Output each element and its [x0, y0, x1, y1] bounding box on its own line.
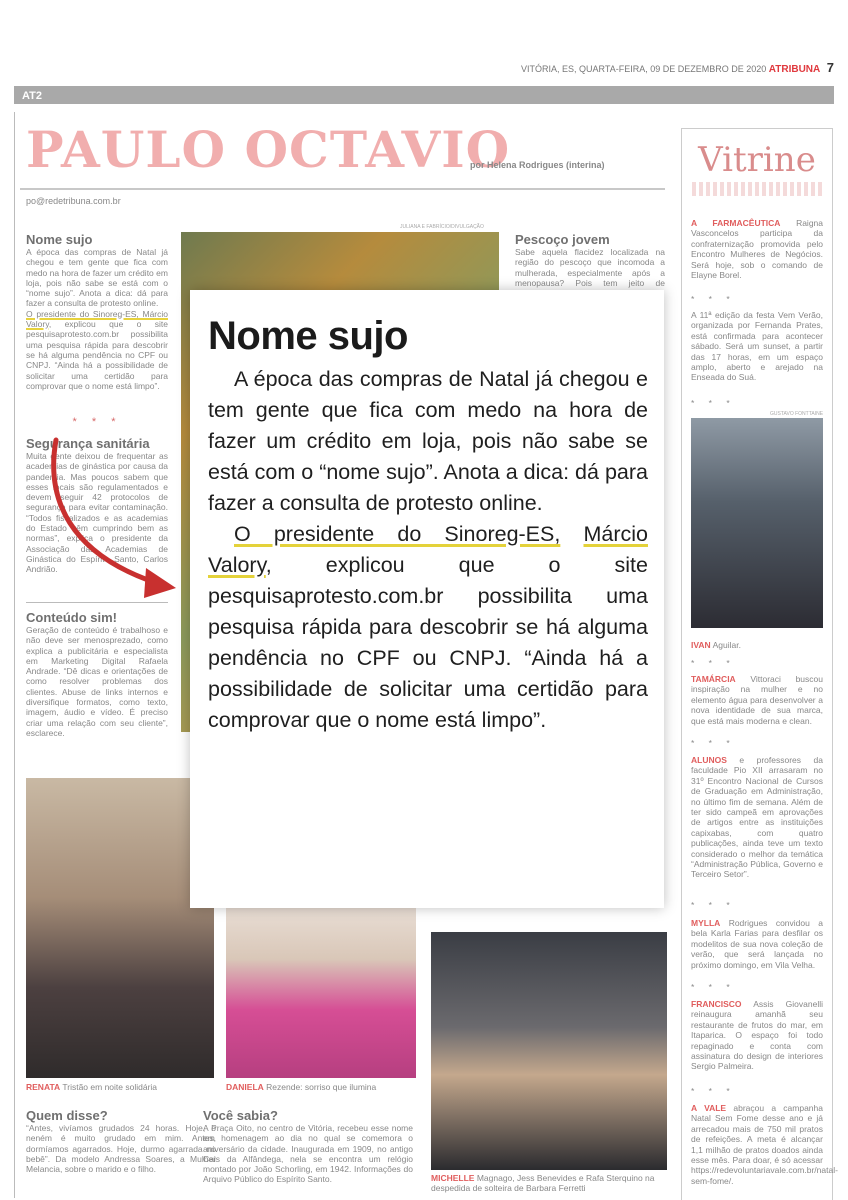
article-voce-sabia [203, 1108, 413, 1185]
article-heading: Conteúdo sim! [26, 610, 117, 625]
vitrine-item-text: e professores da faculdade Pio XII arrasaram no 31º Encontro Nacional de Cursos de Graduação em Administração, no último fim de semana. Além de ter sido campeã em aprovações de artigos entre as instituições capixabas, com quatro publicações, ainda teve um texto considerado o melhor da temática “Administração Pública, Governo e Terceiro Setor”. [691, 755, 823, 880]
article-text: A Praça Oito, no centro de Vitória, recebeu esse nome em homenagem ao dia no qual se comemora o aniversário da cidade. Inaugurada em 1909, no antigo Cais da Alfândega, nela se encontra um relógio montado por João Schorling, em 1942. Informações do Arquivo Público do Espírito Santo. [203, 1123, 413, 1185]
photo-credit: GUSTAVO FONTTAINE [770, 411, 824, 417]
vitrine-item [691, 1103, 838, 1186]
vitrine-item [691, 918, 823, 970]
vitrine-item-text: abraçou a campanha Natal Sem Fome desse ano e já arrecadou mais de 750 mil pratos de refeições. A meta é alcançar 1,1 milhão de pratos doados ainda esse mês. Para doar, é só acessar https://redevoluntariavale.com.br/natal-sem-fome/. [691, 1103, 838, 1186]
section-separator: * * * [72, 416, 122, 428]
photo-daniela [226, 908, 416, 1078]
section-bar [14, 86, 834, 104]
caption-renata [26, 1082, 157, 1092]
vitrine-item-text: A 11ª edição da festa Vem Verão, organizada por Fernanda Prates, está confirmada para acontecer sábado. Será um sunset, a partir das 17 horas, em um espaço amplo, aberto e arejado na Enseada do Suá. [691, 310, 823, 383]
article-paragraph: A época das compras de Natal já chegou e tem gente que fica com medo na hora de fazer um crédito em loja, pois não sabe se está com o “nome sujo”. Anota a dica: dá para fazer a consulta de protesto online. [26, 247, 168, 309]
article-text [26, 247, 168, 391]
article-heading: Quem disse? [26, 1108, 108, 1123]
section-separator: * * * [691, 658, 736, 668]
photo-michelle [431, 932, 667, 1170]
excerpt-text: , explicou que o site pesquisaprotesto.com.br possibilita uma pesquisa rápida para descobrir se há alguma pendência no CPF ou CNPJ. “Ainda há a possibilidade de solicitar uma certidão para comprovar que o nome está limpo”. [208, 553, 648, 732]
highlighted-text: Márcio Valory [208, 522, 648, 577]
vitrine-item-text: Assis Giovanelli reinaugura amanhã seu restaurante de frutos do mar, em Itaparica. O espaço foi todo repaginado e conta com assinatura do design de interiores Sergio Palmeira. [691, 999, 823, 1072]
article-heading: Pescoço jovem [515, 232, 610, 247]
vitrine-item-name: MYLLA [691, 918, 721, 928]
article-heading: Nome sujo [26, 232, 93, 247]
vitrine-item-name: A VALE [691, 1103, 727, 1113]
article-text: “Antes, vivíamos grudados 24 horas. Hoje, o neném é muito grudado em mim. Antes, dormíamos agarrados. Hoje, durmo agarrada no bebê”. Da modelo Andressa Soares, a Mulher Melancia, sobre o marido e o filho. [26, 1123, 216, 1175]
caption-michelle [431, 1173, 667, 1193]
photo-ivan [691, 418, 823, 628]
vitrine-item-text: Raigna Vasconcelos participa da confraternização promovida pelo Encontro Mulheres de Negócios. Será hoje, sob o comando de Elayne Borel. [691, 218, 823, 281]
caption-name: DANIELA [226, 1082, 264, 1092]
excerpt-paragraph [208, 519, 648, 736]
photo-renata [26, 778, 214, 1078]
excerpt-paragraph: A época das compras de Natal já chegou e tem gente que fica com medo na hora de fazer um crédito em loja, pois não sabe se está com o “nome sujo”. Anota a dica: dá para fazer a consulta de protesto online. [208, 367, 648, 515]
page-number: 7 [826, 60, 834, 75]
vitrine-item-text: Vittoraci buscou inspiração na mulher e no elemento água para desenvolver a nova identidade de sua marca, que está mais moderna e clean. [691, 674, 823, 726]
section-separator: * * * [691, 900, 736, 910]
page-header [14, 60, 834, 78]
article-heading: Segurança sanitária [26, 436, 150, 451]
newspaper-brand: ATRIBUNA [768, 64, 821, 75]
vitrine-item [691, 999, 823, 1072]
vitrine-item-text: Aguilar. [712, 640, 741, 650]
section-separator: * * * [691, 738, 736, 748]
caption-text: Tristão em noite solidária [62, 1082, 158, 1092]
vitrine-item-name: FRANCISCO [691, 999, 742, 1009]
caption-name: MICHELLE [431, 1173, 475, 1183]
highlighted-text: O presidente do Sinoreg-ES, Márcio Valory [26, 308, 168, 330]
excerpt-heading: Nome sujo [208, 314, 408, 358]
zoomed-excerpt [190, 290, 664, 908]
section-separator: * * * [691, 1086, 736, 1096]
article-text: Muita gente deixou de frequentar as academias de ginástica por causa da pandemia. Mas poucos sabem que esses locais são regulamentados e devem seguir 42 protocolos de segurança para evitar contaminação. “Todos fiscalizados e as academias do Estado vêm cumprindo bem as normas”, explica o presidente da Associação das Academias de Ginástica do Espírito Santo, Carlos Andrião. [26, 451, 168, 575]
column-email: po@redetribuna.com.br [26, 196, 121, 206]
article-quem-disse [26, 1108, 216, 1174]
article-heading: Você sabia? [203, 1108, 278, 1123]
section-separator: * * * [691, 982, 736, 992]
vitrine-item-name: IVAN [691, 640, 711, 650]
article-conteudo [26, 610, 168, 738]
caption-text: Rezende: sorriso que ilumina [266, 1082, 377, 1092]
section-separator: * * * [691, 398, 736, 408]
article-pescoco [515, 232, 665, 298]
vitrine-item [691, 310, 823, 383]
section-divider [26, 602, 168, 603]
red-arrow-icon [26, 436, 186, 606]
dateline: VITÓRIA, ES, QUARTA-FEIRA, 09 DE DEZEMBRO DE 2020 [521, 64, 767, 74]
title-divider [20, 188, 665, 190]
article-nome-sujo [26, 232, 168, 391]
section-separator: * * * [691, 294, 736, 304]
article-paragraph: , explicou que o site pesquisaprotesto.com.br possibilita uma pesquisa rápida para descobrir se há alguma pendência no CPF ou CNPJ. “Ainda há a possibilidade de solicitar uma certidão para comprovar que o nome está limpo”. [26, 319, 168, 391]
caption-name: RENATA [26, 1082, 61, 1092]
highlighted-text: O presidente do Sinoreg-ES, [234, 522, 561, 546]
excerpt-body [208, 364, 648, 736]
vitrine-title: Vitrine [698, 140, 816, 180]
caption-daniela [226, 1082, 376, 1092]
vitrine-item [691, 755, 823, 880]
vitrine-wave-decoration [692, 182, 822, 196]
section-label: AT2 [22, 90, 42, 102]
vitrine-item-name: TAMÁRCIA [691, 674, 736, 684]
photo-credit: JULIANA E FABRÍCIO/DIVULGAÇÃO [400, 224, 484, 230]
byline: por Helena Rodrigues (interina) [470, 160, 605, 170]
vitrine-item [691, 640, 823, 650]
article-text: Sabe aquela flacidez localizada na região do pescoço que incomoda a mulherada, especialmente após a menopausa? Pois tem jeito de [515, 247, 665, 288]
vitrine-item [691, 218, 823, 280]
vitrine-item-text: Rodrigues convidou a bela Karla Farias para desfilar os modelitos de sua nova coleção de verão, que será lançada no próximo domingo, em Vila Velha. [691, 918, 823, 970]
vitrine-item-name: ALUNOS [691, 755, 727, 765]
caption-text: Magnago, Jess Benevides e Rafa Sterquino na despedida de solteira de Barbara Ferretti [431, 1173, 655, 1193]
column-title: PAULO OCTAVIO [26, 120, 511, 179]
article-text: Geração de conteúdo é trabalhoso e não deve ser menosprezado, como explica a publicitária e especialista em Marketing Digital Rafaela Andrade. “Dê dicas e orientações de como resolver problemas dos clientes. Abuse de links internos e diversifique formatos, como texto, imagem, áudio e vídeo. É preciso criar uma relação com seu cliente”, esclarece. [26, 625, 168, 738]
vitrine-item-name: A FARMACÊUTICA [691, 218, 781, 228]
vitrine-item [691, 674, 823, 726]
